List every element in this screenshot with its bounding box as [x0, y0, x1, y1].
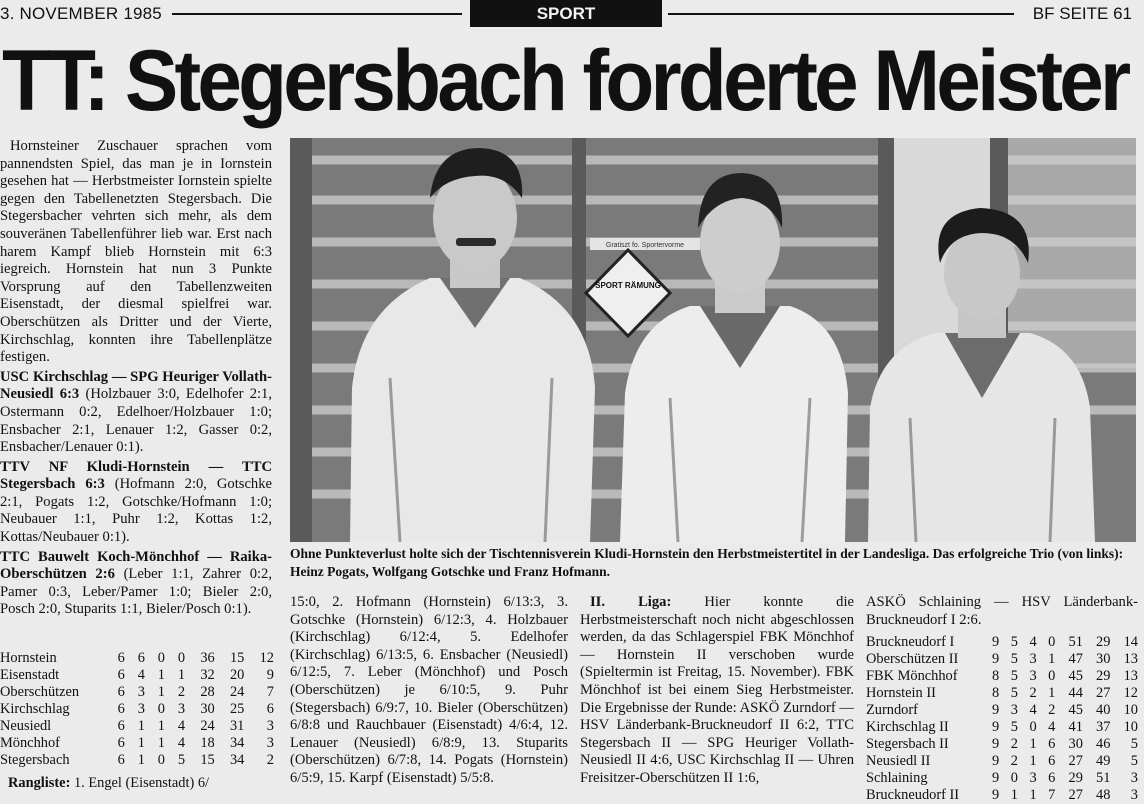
stat-g1: 15	[200, 752, 215, 768]
stat-w: 1	[137, 718, 145, 734]
stat-g2: 51	[1096, 770, 1111, 786]
stat-pts: 13	[1123, 651, 1138, 667]
stat-w: 5	[1010, 651, 1018, 667]
match-report-1	[0, 369, 272, 457]
liga-2-label: II. Liga:	[590, 594, 672, 610]
stat-l: 0	[177, 650, 186, 666]
stat-p: 6	[117, 752, 125, 768]
stat-w: 5	[1010, 719, 1018, 735]
team-name: Hornstein	[0, 650, 57, 666]
standings-row	[866, 685, 1138, 702]
match-report-2	[0, 459, 272, 547]
team-name: Schlaining	[866, 770, 928, 786]
stat-pts: 10	[1123, 719, 1138, 735]
stat-g2: 49	[1096, 753, 1111, 769]
stat-d: 4	[1029, 634, 1037, 650]
team-name: Zurndorf	[866, 702, 918, 718]
stat-g1: 27	[1068, 787, 1083, 803]
stat-p: 6	[117, 650, 125, 666]
stat-l: 2	[1048, 702, 1056, 718]
banner-text: Gratiszt fo. Sportervorme	[605, 242, 685, 249]
stat-g2: 37	[1096, 719, 1111, 735]
standings-row	[0, 735, 274, 752]
team-name: FBK Mönchhof	[866, 668, 958, 684]
stat-d: 3	[1029, 668, 1037, 684]
stat-g2: 15	[229, 650, 245, 666]
liga-2-text: Hier konnte die Herbstmeisterschaft noch nicht abgeschlossen werden, da das Schlagerspiel FBK Mönchhof — Hornstein II verschoben wurde (Spieltermin ist Freitag, 15. November). FBK Mönchhof ist bei einem Sieg Herbstmeister. Die Ergebnisse der Runde: ASKÖ Zurndorf — HSV Länderbank-Bruckneudorf II 6:2, TTC Stegersbach II — SPG Heuriger Vollath-Neusiedl II 4:6, USC Kirchschlag II — Uhren Freisitzer-Oberschützen II 1:6,	[580, 594, 854, 786]
standings-row	[0, 752, 274, 769]
header-rule-right	[668, 13, 1014, 15]
stat-pts: 6	[266, 701, 274, 717]
stat-d: 1	[1029, 787, 1037, 803]
stat-w: 5	[1010, 634, 1018, 650]
column-1	[0, 138, 272, 619]
team-name: Oberschützen	[0, 684, 80, 700]
stat-w: 1	[1010, 787, 1018, 803]
match-3-title: TTC Bauwelt Koch-Mönchhof — Raika-Oberschützen 2:6	[0, 548, 272, 583]
stat-p: 9	[992, 651, 1000, 667]
team-name: Mönchhof	[0, 735, 60, 751]
stat-g1: 28	[200, 684, 215, 700]
stat-g2: 20	[229, 667, 245, 683]
standings-row	[866, 787, 1138, 804]
stat-l: 6	[1048, 736, 1056, 752]
stat-l: 5	[177, 752, 186, 768]
stat-pts: 3	[1130, 770, 1138, 786]
stat-l: 1	[1048, 685, 1056, 701]
stat-d: 0	[157, 650, 165, 666]
sign-text: SPORT RÄMUNG	[595, 281, 661, 290]
team-name: Stegersbach	[0, 752, 70, 768]
stat-p: 9	[992, 753, 1000, 769]
stat-g1: 36	[200, 650, 215, 666]
stat-pts: 5	[1130, 753, 1138, 769]
rangliste-text: 1. Engel (Eisenstadt) 6/	[70, 775, 210, 791]
standings-row	[866, 753, 1138, 770]
stat-p: 6	[117, 667, 125, 683]
column-4	[866, 594, 1138, 629]
stat-d: 0	[157, 701, 165, 717]
stat-w: 6	[137, 650, 145, 666]
stat-g1: 30	[200, 701, 215, 717]
stat-p: 8	[992, 668, 1000, 684]
stat-g1: 45	[1068, 702, 1083, 718]
stat-g2: 24	[229, 684, 245, 700]
stat-w: 5	[1010, 685, 1018, 701]
stat-d: 1	[157, 667, 165, 683]
stat-d: 0	[157, 752, 165, 768]
stat-g1: 29	[1068, 770, 1083, 786]
standings-row	[866, 736, 1138, 753]
stat-l: 3	[177, 701, 186, 717]
stat-pts: 3	[1130, 787, 1138, 803]
standings-row	[866, 668, 1138, 685]
stat-g1: 27	[1068, 753, 1083, 769]
team-name: Bruckneudorf I	[866, 634, 955, 650]
last-result: ASKÖ Schlaining — HSV Länderbank-Bruckneudorf I 2:6.	[866, 594, 1138, 628]
stat-g2: 34	[229, 735, 245, 751]
stat-l: 0	[1048, 634, 1056, 650]
stat-w: 2	[1010, 753, 1018, 769]
team-photo	[290, 138, 1136, 542]
stat-p: 9	[992, 736, 1000, 752]
stat-g2: 29	[1096, 634, 1111, 650]
header-rule-left	[172, 13, 462, 15]
column-2	[290, 594, 568, 788]
stat-pts: 5	[1130, 736, 1138, 752]
stat-w: 5	[1010, 668, 1018, 684]
team-name: Neusiedl II	[866, 753, 931, 769]
stat-g1: 45	[1068, 668, 1083, 684]
standings-row	[866, 651, 1138, 668]
team-name: Kirchschlag	[0, 701, 70, 717]
team-name: Neusiedl	[0, 718, 52, 734]
stat-d: 0	[1029, 719, 1037, 735]
issue-date: 3. NOVEMBER 1985	[0, 4, 162, 23]
stat-w: 3	[137, 701, 145, 717]
rangliste-label: Rangliste:	[8, 775, 71, 791]
stat-p: 9	[992, 719, 1000, 735]
stat-pts: 3	[266, 735, 274, 751]
standings-row	[0, 667, 274, 684]
stat-l: 4	[177, 735, 186, 751]
stat-p: 9	[992, 787, 1000, 803]
stat-l: 0	[1048, 668, 1056, 684]
standings-row	[866, 702, 1138, 719]
stat-g2: 40	[1096, 702, 1111, 718]
stat-d: 1	[157, 718, 165, 734]
stat-g1: 18	[200, 735, 215, 751]
headline: TT: Stegersbach forderte Meister	[2, 33, 1128, 129]
stat-pts: 10	[1123, 702, 1138, 718]
stat-p: 9	[992, 634, 1000, 650]
stat-d: 1	[157, 735, 165, 751]
rangliste-line	[8, 775, 278, 793]
standings-row	[0, 650, 274, 667]
stat-g1: 30	[1068, 736, 1083, 752]
stat-p: 8	[992, 685, 1000, 701]
stat-d: 3	[1029, 651, 1037, 667]
team-name: Eisenstadt	[0, 667, 60, 683]
stat-w: 4	[137, 667, 145, 683]
standings-row	[0, 718, 274, 735]
stat-w: 1	[137, 752, 145, 768]
stat-d: 1	[157, 684, 165, 700]
standings-row	[866, 770, 1138, 787]
standings-row	[0, 684, 274, 701]
match-1-title: USC Kirchschlag — SPG Heuriger Vollath-Neusiedl 6:3	[0, 368, 272, 403]
stat-pts: 7	[266, 684, 274, 700]
stat-p: 6	[117, 735, 125, 751]
stat-p: 6	[117, 701, 125, 717]
stat-g2: 31	[229, 718, 245, 734]
stat-g2: 34	[229, 752, 245, 768]
column-3	[580, 594, 854, 788]
intro-paragraph: Hornsteiner Zuschauer sprachen vom pannendsten Spiel, das man je in Iornstein gesehen hat — Herbstmeister Iornstein spielte gegen den Tabellenetzten Stegersbach. Die Stegersbacher vehrten sich mehr, als dem souveränen Tabellenführer lieb war. Erst nach harem Kampf blieb Hornstein mit 6:3 iegreich. Hornstein hat nun 3 Punkte Vorsprung auf den Tabellenzweiten Eisenstadt, der diesmal spielfrei war. Oberschützen als Dritter und der Vierte, Kirchschlag, konnten ihre Tabellenplätze festigen.	[0, 138, 272, 366]
standings-row	[866, 719, 1138, 736]
stat-l: 2	[177, 684, 186, 700]
stat-pts: 12	[259, 650, 274, 666]
stat-g1: 32	[200, 667, 215, 683]
stat-g2: 46	[1096, 736, 1111, 752]
page-number: BF SEITE 61	[1032, 4, 1132, 23]
stat-g2: 27	[1096, 685, 1111, 701]
stat-l: 1	[1048, 651, 1056, 667]
liga-2-standings	[866, 634, 1138, 804]
team-name: Kirchschlag II	[866, 719, 949, 735]
match-2-title: TTV NF Kludi-Hornstein — TTC Stegersbach 6:3	[0, 458, 272, 493]
stat-d: 1	[1029, 753, 1037, 769]
stat-l: 6	[1048, 753, 1056, 769]
stat-w: 3	[137, 684, 145, 700]
stat-l: 7	[1048, 787, 1056, 803]
stat-g1: 24	[200, 718, 215, 734]
stat-l: 6	[1048, 770, 1056, 786]
team-name: Hornstein II	[866, 685, 936, 701]
stat-g1: 41	[1068, 719, 1083, 735]
match-3-details: (Leber 1:1, Zahrer 0:2, Pamer 0:3, Leber/Pamer 1:0; Bieler 2:0, Posch 2:0, Stuparits 1:1, Bieler/Posch 0:1).	[0, 566, 272, 618]
stat-pts: 3	[266, 718, 274, 734]
stat-g1: 44	[1068, 685, 1083, 701]
standings-row	[0, 701, 274, 718]
stat-d: 4	[1029, 702, 1037, 718]
match-1-details: (Holzbauer 3:0, Edelhofer 2:1, Ostermann 0:2, Edelhoer/Holzbauer 1:0; Ensbacher 2:1, Lenauer 1:2, Gasser 0:2, Ensbacher/Lenauer 0:1).	[0, 386, 273, 456]
stat-d: 2	[1029, 685, 1037, 701]
stat-d: 3	[1029, 770, 1037, 786]
stat-l: 4	[177, 718, 186, 734]
stat-pts: 13	[1123, 668, 1138, 684]
stat-w: 0	[1010, 770, 1018, 786]
stat-p: 9	[992, 770, 1000, 786]
stat-g2: 29	[1096, 668, 1111, 684]
stat-p: 9	[992, 702, 1000, 718]
stat-p: 6	[117, 684, 125, 700]
stat-g2: 25	[229, 701, 245, 717]
rangliste-continued: 15:0, 2. Hofmann (Hornstein) 6/13:3, 3. Gotschke (Hornstein) 6/12:3, 4. Holzbauer (Kirchschlag) 6/12:4, 5. Edelhofer (Kirchschlag) 6/13:5, 6. Ensbacher (Neusiedl) 6/12:5, 7. Leber (Mönchhof) und Posch (Oberschützen) je 6/10:5, 9. Puhr (Stegersbach) 6/9:7, 10. Bieler (Oberschützen) 6/8:8 und Rauchbauer (Eisenstadt) 4/6:4, 12. Lenauer (Neusiedl) 6/8:9, 13. Stuparits (Oberschützen) 6/7:8, 14. Pogats (Hornstein) 6/5:9, 15. Karpf (Eisenstadt) 5/5:8.	[290, 594, 568, 786]
stat-g2: 30	[1096, 651, 1111, 667]
landesliga-standings	[0, 650, 274, 769]
stat-pts: 9	[266, 667, 274, 683]
stat-d: 1	[1029, 736, 1037, 752]
stat-g1: 51	[1068, 634, 1083, 650]
match-2-details: (Hofmann 2:0, Gotschke 2:1, Pogats 1:2, Gotschke/Hofmann 1:0; Neubauer 1:1, Puhr 1:2, Kottas 1:2, Kottas/Neubauer 0:1).	[0, 476, 273, 546]
section-label: SPORT	[470, 0, 662, 27]
stat-w: 1	[137, 735, 145, 751]
match-report-3	[0, 549, 272, 619]
standings-row	[866, 634, 1138, 651]
stat-w: 2	[1010, 736, 1018, 752]
team-name: Bruckneudorf II	[866, 787, 960, 803]
photo-caption: Ohne Punkteverlust holte sich der Tischtennisverein Kludi-Hornstein den Herbstmeistertitel in der Landesliga. Das erfolgreiche Trio (von links): Heinz Pogats, Wolfgang Gotschke und Franz Hofmann.	[290, 546, 1124, 579]
stat-pts: 2	[266, 752, 274, 768]
stat-pts: 12	[1123, 685, 1138, 701]
stat-p: 6	[117, 718, 125, 734]
stat-pts: 14	[1123, 634, 1138, 650]
stat-g1: 47	[1068, 651, 1083, 667]
team-name: Stegersbach II	[866, 736, 949, 752]
stat-g2: 48	[1096, 787, 1111, 803]
stat-l: 4	[1048, 719, 1056, 735]
team-name: Oberschützen II	[866, 651, 959, 667]
stat-l: 1	[177, 667, 186, 683]
stat-w: 3	[1010, 702, 1018, 718]
